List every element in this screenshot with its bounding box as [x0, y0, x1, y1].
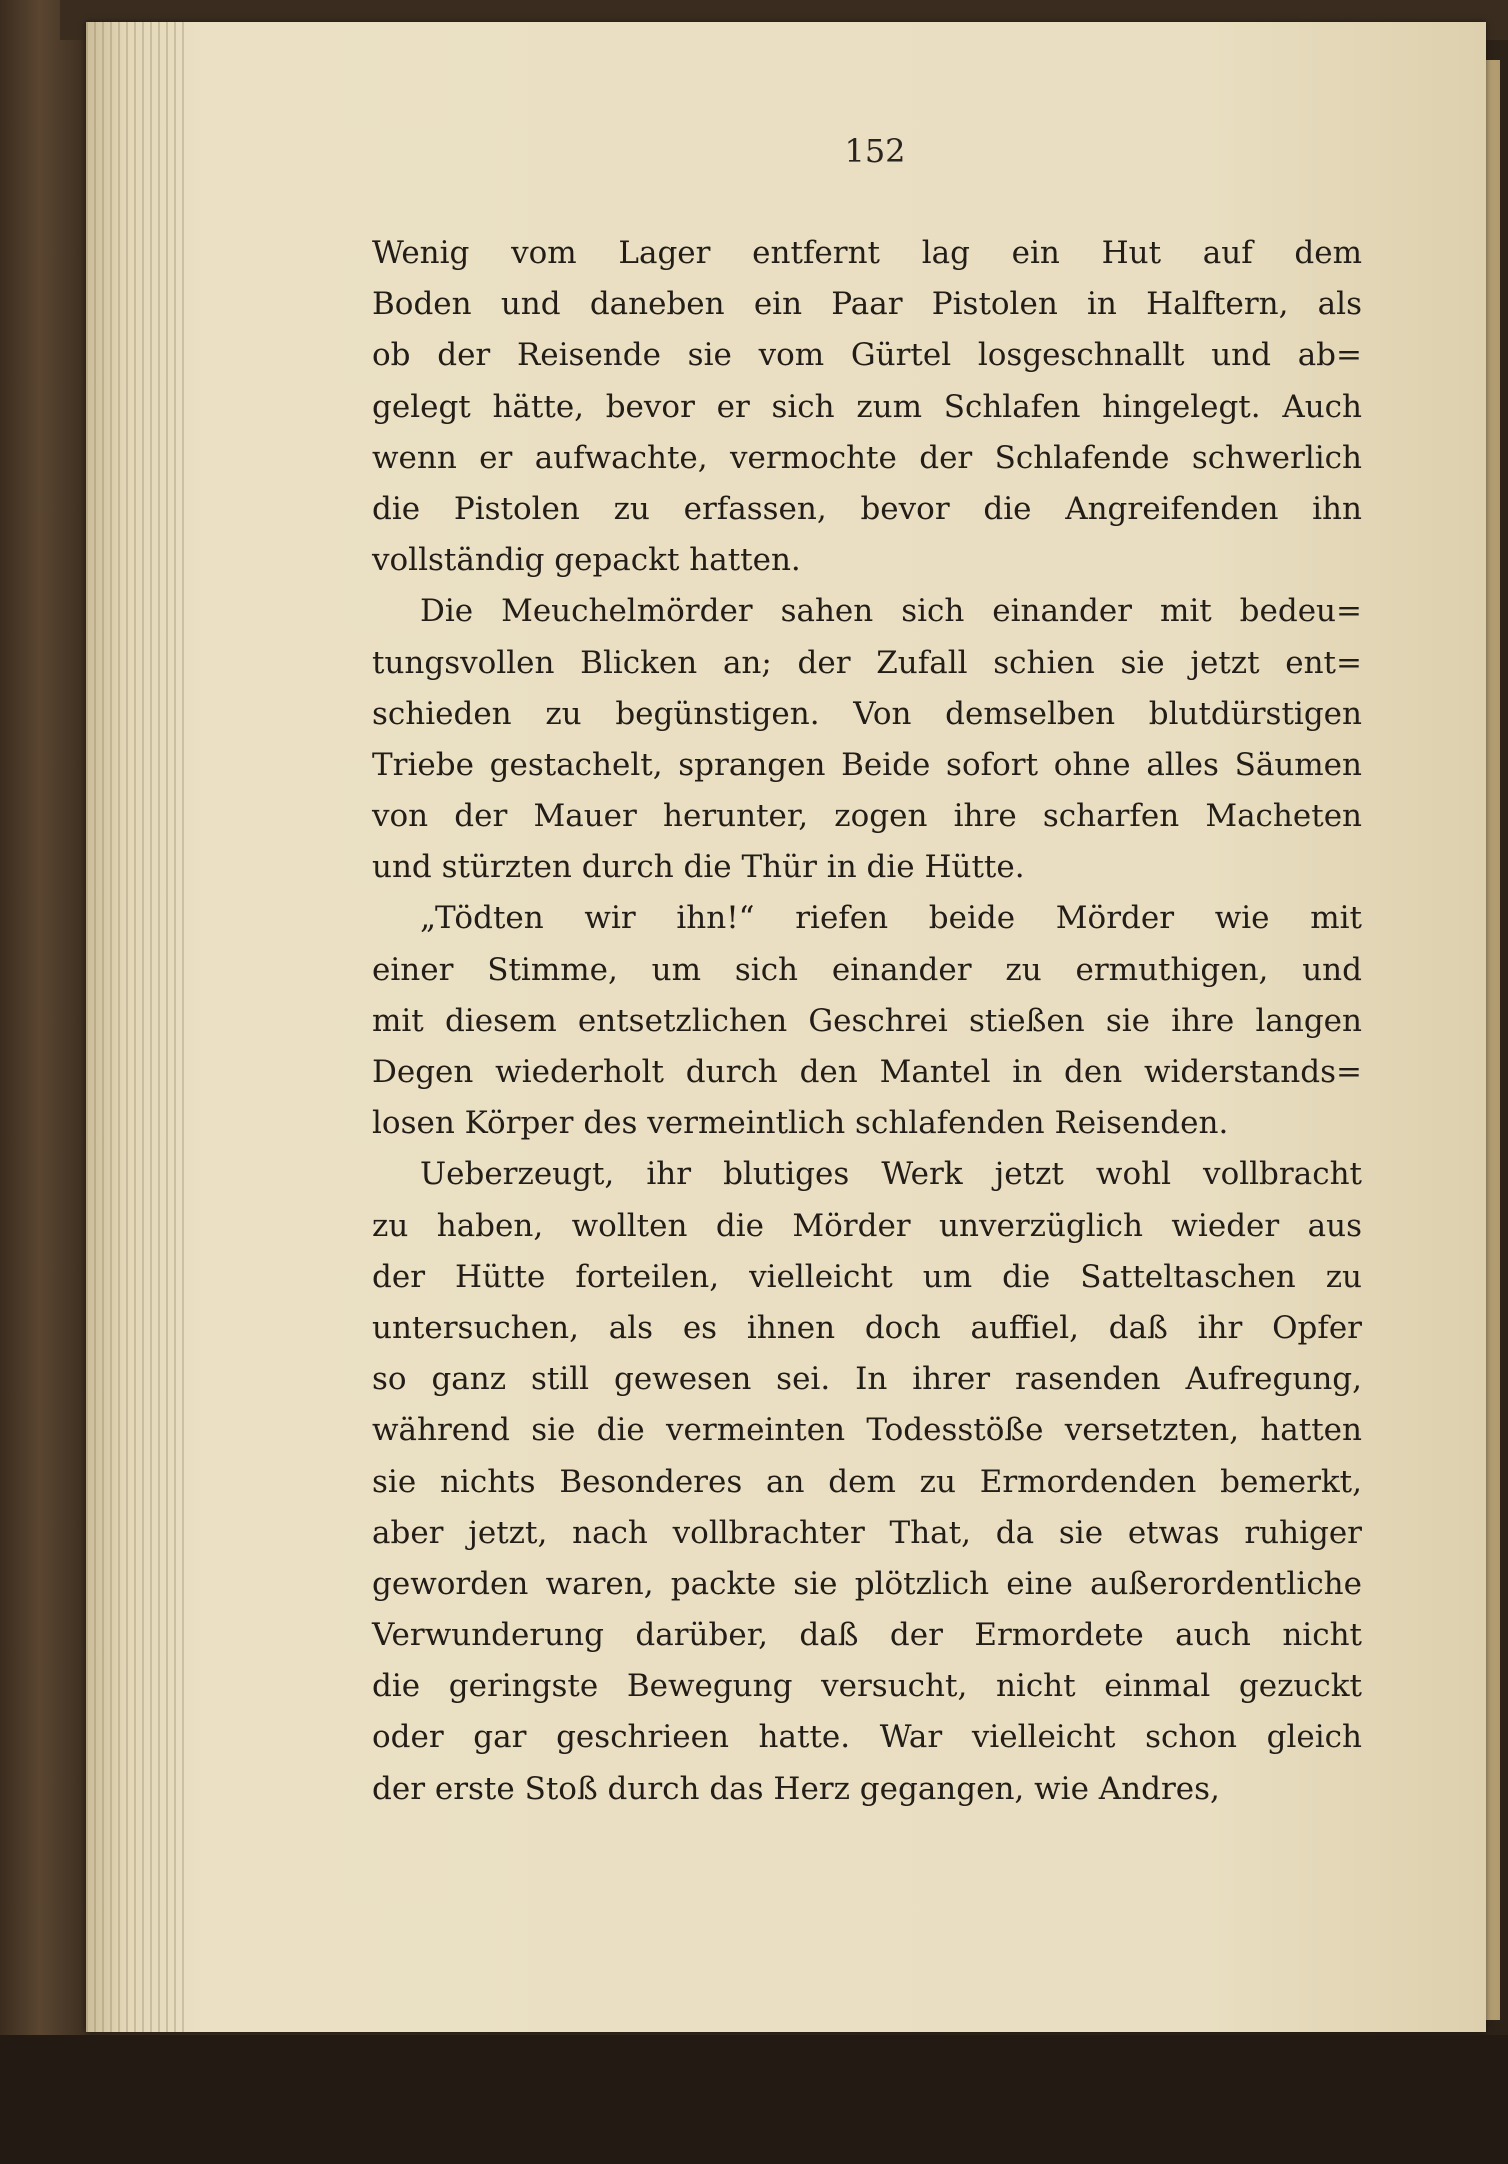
- text-line: gelegt hätte, bevor er sich zum Schlafen hingelegt. Auch: [372, 388, 1362, 425]
- text-line: mit diesem entsetzlichen Geschrei stießen sie ihre langen: [372, 1002, 1362, 1039]
- text-line: einer Stimme, um sich einander zu ermuthigen, und: [372, 951, 1362, 988]
- page-number: 152: [844, 132, 906, 170]
- text-line: so ganz still gewesen sei. In ihrer rasenden Aufregung,: [372, 1361, 1362, 1398]
- text-line: während sie die vermeinten Todesstöße versetzten, hatten: [372, 1412, 1362, 1449]
- text-line: schieden zu begünstigen. Von demselben blutdürstigen: [372, 695, 1362, 732]
- text-line: Ueberzeugt, ihr blutiges Werk jetzt wohl vollbracht: [420, 1156, 1362, 1193]
- text-line: und stürzten durch die Thür in die Hütte.: [372, 849, 1025, 886]
- text-line: Wenig vom Lager entfernt lag ein Hut auf dem: [372, 235, 1362, 271]
- text-line: losen Körper des vermeintlich schlafenden Reisenden.: [372, 1105, 1229, 1142]
- text-line: wenn er aufwachte, vermochte der Schlafende schwerlich: [372, 439, 1362, 476]
- text-line: sie nichts Besonderes an dem zu Ermordenden bemerkt,: [372, 1463, 1362, 1500]
- text-line: Degen wiederholt durch den Mantel in den widerstands=: [372, 1054, 1362, 1090]
- text-line: Triebe gestachelt, sprangen Beide sofort ohne alles Säumen: [372, 746, 1362, 783]
- text-line: aber jetzt, nach vollbrachter That, da sie etwas ruhiger: [372, 1514, 1362, 1551]
- text-line: der erste Stoß durch das Herz gegangen, wie Andres,: [372, 1770, 1220, 1807]
- text-line: zu haben, wollten die Mörder unverzüglich wieder aus: [372, 1207, 1362, 1244]
- text-line: die Pistolen zu erfassen, bevor die Angreifenden ihn: [372, 490, 1362, 527]
- text-line: Boden und daneben ein Paar Pistolen in Halftern, als: [372, 286, 1362, 323]
- text-line: Verwunderung darüber, daß der Ermordete auch nicht: [372, 1617, 1362, 1654]
- text-line: die geringste Bewegung versucht, nicht einmal gezuckt: [372, 1668, 1362, 1705]
- text-line: oder gar geschrieen hatte. War vielleicht schon gleich: [372, 1719, 1362, 1756]
- text-line: der Hütte forteilen, vielleicht um die Satteltaschen zu: [372, 1258, 1362, 1295]
- text-line: „Tödten wir ihn!“ riefen beide Mörder wie mit: [420, 900, 1362, 937]
- page-stack-edge: [86, 22, 186, 2032]
- text-line: vollständig gepackt hatten.: [372, 542, 801, 579]
- text-line: untersuchen, als es ihnen doch auffiel, daß ihr Opfer: [372, 1309, 1362, 1346]
- body-text: [372, 228, 1362, 1815]
- text-line: geworden waren, packte sie plötzlich eine außerordentliche: [372, 1565, 1362, 1602]
- text-line: ob der Reisende sie vom Gürtel losgeschnallt und ab=: [372, 337, 1362, 374]
- text-line: von der Mauer herunter, zogen ihre scharfen Macheten: [372, 798, 1362, 835]
- text-line: tungsvollen Blicken an; der Zufall schien sie jetzt ent=: [372, 644, 1362, 681]
- scan-bottom-background: [0, 2035, 1508, 2164]
- text-line: Die Meuchelmörder sahen sich einander mit bedeu=: [420, 593, 1362, 630]
